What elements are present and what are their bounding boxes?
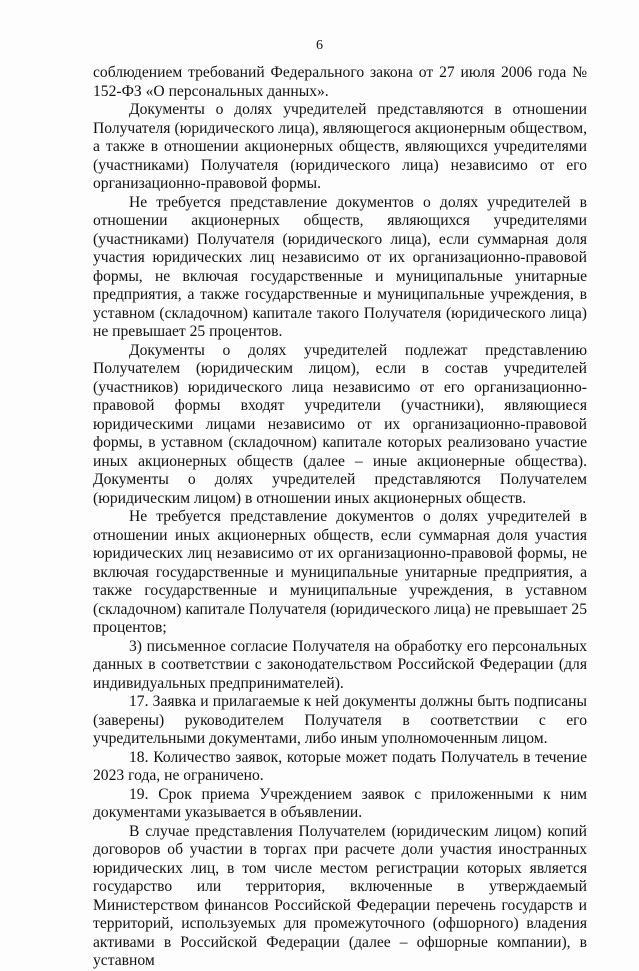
- paragraph: Документы о долях учредителей подлежат представлению Получателем (юридическим лицом), если в состав учредителей (участников) юридического лица независимо от его организационно-правовой формы входят учредители (участники), являющиеся юридическими лицами независимо от их организационно-правовой формы, в уставном (складочном) капитале которых реализовано участие иных акционерных обществ (далее – иные акционерные общества). Документы о долях учредителей представляются Получателем (юридическим лицом) в отношении иных акционерных обществ.: [93, 341, 587, 507]
- paragraph: В случае представления Получателем (юридическим лицом) копий договоров об участии в торгах при расчете доли участия иностранных юридических лиц, в том числе местом регистрации которых является государство или территория, включенные в утверждаемый Министерством финансов Российской Федерации перечень государств и территорий, используемых для промежуточного (офшорного) владения активами в Российской Федерации (далее – офшорные компании), в уставном: [93, 822, 587, 969]
- paragraph: 18. Количество заявок, которые может подать Получатель в течение 2023 года, не ограничено.: [93, 748, 587, 784]
- paragraph: соблюдением требований Федерального закона от 27 июля 2006 года № 152-ФЗ «О персональных данных».: [93, 64, 587, 100]
- paragraph: 19. Срок приема Учреждением заявок с приложенными к ним документами указывается в объявлении.: [93, 785, 587, 821]
- paragraph: Документы о долях учредителей представляются в отношении Получателя (юридического лица), являющегося акционерным обществом, а также в отношении акционерных обществ, являющихся учредителями (участниками) Получателя (юридического лица) независимо от его организационно-правовой формы.: [93, 101, 587, 192]
- page-number: 6: [316, 38, 323, 53]
- paragraph: Не требуется представление документов о долях учредителей в отношении акционерных обществ, являющихся учредителями (участниками) Получателя (юридического лица), если суммарная доля участия юридических лиц независимо от их организационно-правовой формы, не включая государственные и муниципальные унитарные предприятия, а также государственные и муниципальные учреждения, в уставном (складочном) капитале такого Получателя (юридического лица) не превышает 25 процентов.: [93, 193, 587, 340]
- paragraph: 3) письменное согласие Получателя на обработку его персональных данных в соответствии с законодательством Российской Федерации (для индивидуальных предпринимателей).: [93, 637, 587, 692]
- paragraph: 17. Заявка и прилагаемые к ней документы должны быть подписаны (заверены) руководителем Получателя в соответствии с его учредительными документами, либо иным уполномоченным лицом.: [93, 693, 587, 747]
- document-body: [93, 64, 587, 971]
- paragraph: Не требуется представление документов о долях учредителей в отношении иных акционерных обществ, если суммарная доля участия юридических лиц независимо от их организационно-правовой формы, не включая государственные и муниципальные унитарные предприятия, а также государственные и муниципальные учреждения, в уставном (складочном) капитале Получателя (юридического лица) не превышает 25 процентов;: [93, 508, 587, 636]
